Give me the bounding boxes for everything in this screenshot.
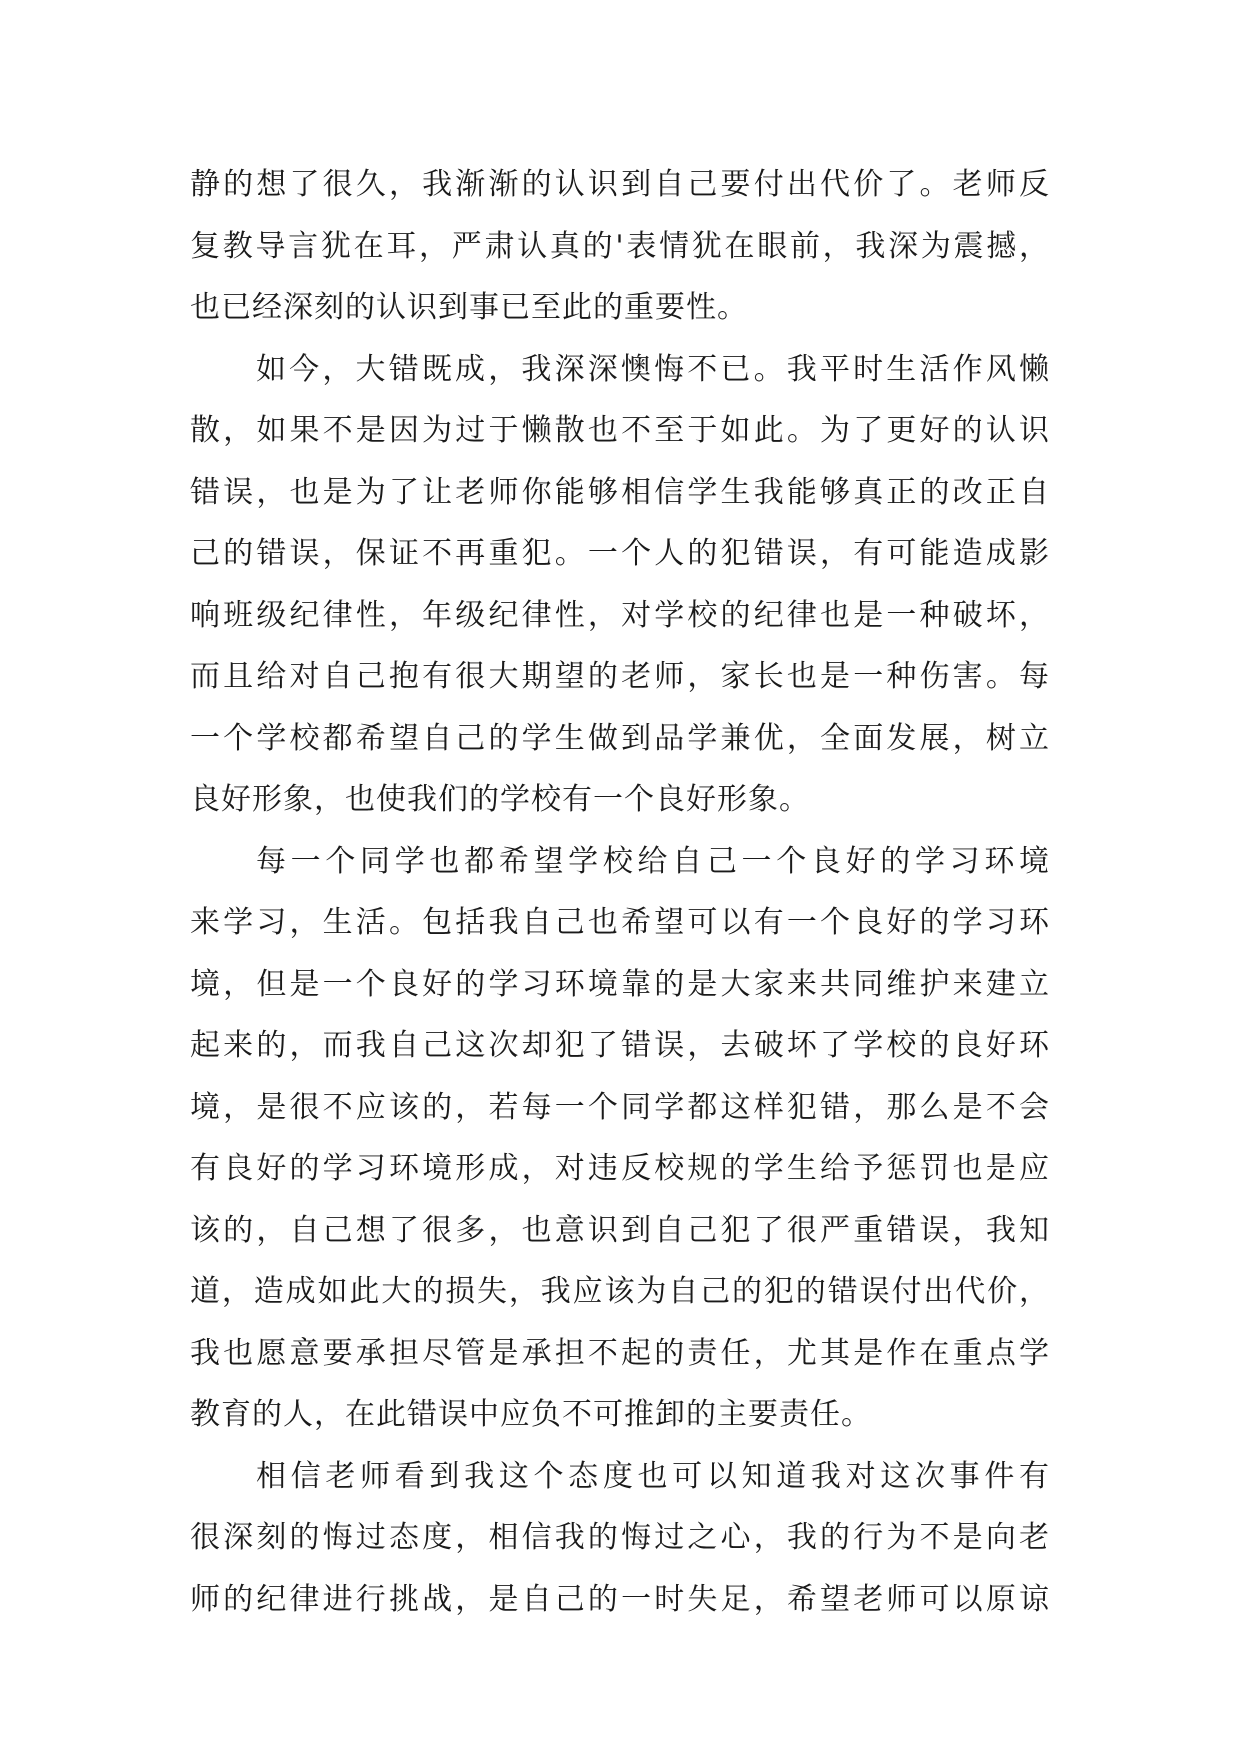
text-line: 如今，大错既成，我深深懊悔不已。我平时生活作风懒 xyxy=(256,351,1050,387)
paragraph-2 xyxy=(190,339,1050,831)
text-line: 响班级纪律性，年级纪律性，对学校的纪律也是一种破坏， xyxy=(190,597,1050,633)
text-line: 一个学校都希望自己的学生做到品学兼优，全面发展，树立 xyxy=(190,720,1050,756)
text-line: 很深刻的悔过态度，相信我的悔过之心，我的行为不是向老 xyxy=(190,1520,1050,1555)
text-line: 而且给对自己抱有很大期望的老师，家长也是一种伤害。每 xyxy=(190,659,1050,694)
text-line: 我也愿意要承担尽管是承担不起的责任，尤其是作在重点学 xyxy=(190,1335,1050,1371)
text-line: 该的，自己想了很多，也意识到自己犯了很严重错误，我知 xyxy=(190,1212,1050,1248)
text-line: 静的想了很久，我渐渐的认识到自己要付出代价了。老师反 xyxy=(190,167,1050,202)
text-line: 有良好的学习环境形成，对违反校规的学生给予惩罚也是应 xyxy=(190,1151,1050,1186)
text-line: 错误，也是为了让老师你能够相信学生我能够真正的改正自 xyxy=(190,474,1050,510)
text-line: 己的错误，保证不再重犯。一个人的犯错误，有可能造成影 xyxy=(190,536,1050,571)
text-line: 师的纪律进行挑战，是自己的一时失足，希望老师可以原谅 xyxy=(190,1581,1050,1617)
text-line: 境，是很不应该的，若每一个同学都这样犯错，那么是不会 xyxy=(190,1089,1050,1125)
text-line: 散，如果不是因为过于懒散也不至于如此。为了更好的认识 xyxy=(190,413,1050,448)
text-line: 起来的，而我自己这次却犯了错误，去破坏了学校的良好环 xyxy=(190,1028,1050,1063)
text-line: 境，但是一个良好的学习环境靠的是大家来共同维护来建立 xyxy=(190,966,1050,1002)
text-line: 道，造成如此大的损失，我应该为自己的犯的错误付出代价， xyxy=(190,1274,1050,1309)
text-line: 也已经深刻的认识到事已至此的重要性。 xyxy=(190,290,748,325)
paragraph-1 xyxy=(190,154,1050,339)
document-body xyxy=(190,154,1050,1630)
text-line: 教育的人，在此错误中应负不可推卸的主要责任。 xyxy=(190,1397,872,1432)
paragraph-4 xyxy=(190,1446,1050,1631)
text-line: 每一个同学也都希望学校给自己一个良好的学习环境 xyxy=(256,843,1050,879)
paragraph-3 xyxy=(190,831,1050,1446)
text-line: 相信老师看到我这个态度也可以知道我对这次事件有 xyxy=(256,1458,1050,1494)
text-line: 良好形象，也使我们的学校有一个良好形象。 xyxy=(190,782,810,817)
text-line: 复教导言犹在耳，严肃认真的'表情犹在眼前，我深为震撼， xyxy=(190,228,1050,264)
text-line: 来学习，生活。包括我自己也希望可以有一个良好的学习环 xyxy=(190,905,1050,940)
